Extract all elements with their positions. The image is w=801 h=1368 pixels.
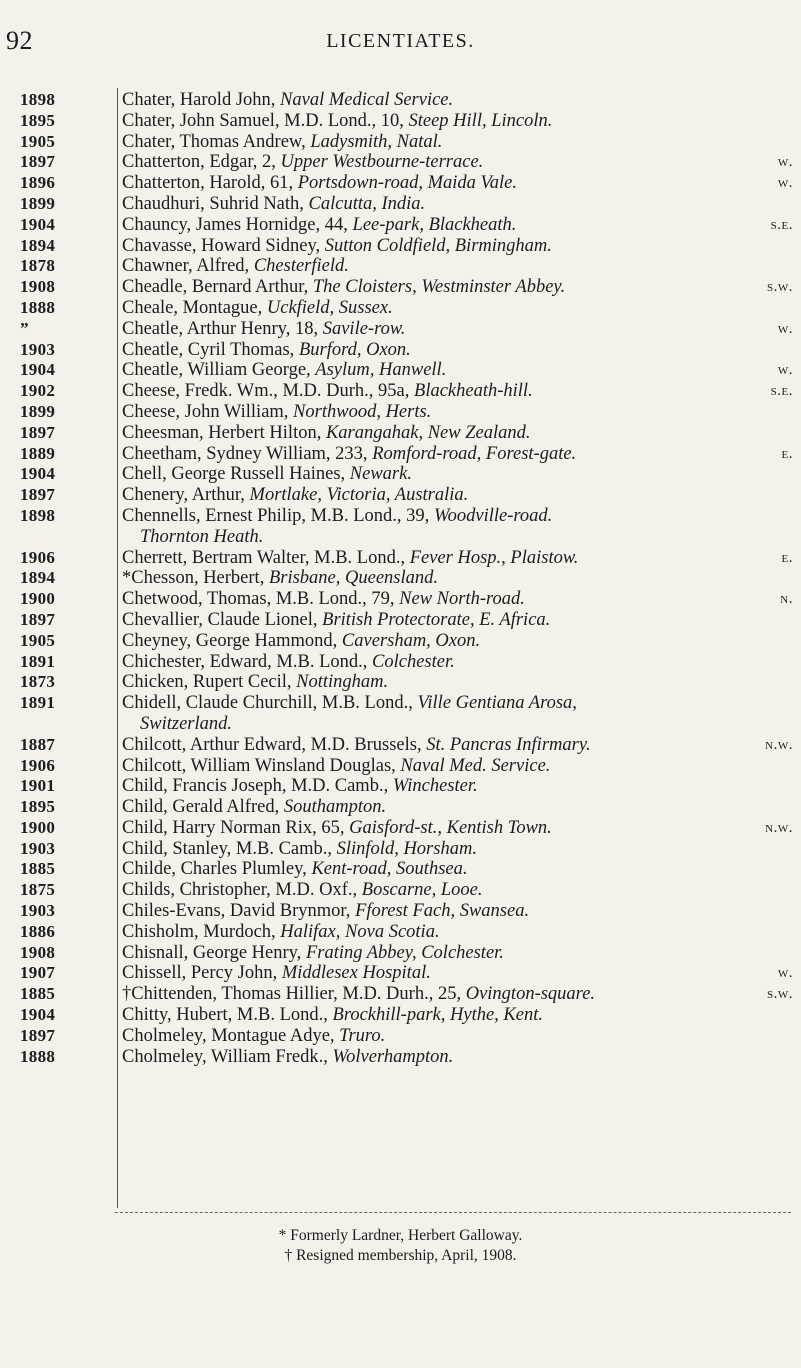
entry-text — [118, 464, 801, 485]
entry-name: Chisnall, George Henry, — [122, 942, 306, 963]
list-item — [0, 381, 801, 402]
entry-text — [118, 1005, 801, 1026]
entry-year: 1885 — [20, 984, 56, 1004]
entry-year: ” — [20, 318, 29, 338]
entry-text — [118, 111, 801, 132]
entry-name: Chater, Harold John, — [122, 90, 281, 110]
entry-text — [118, 215, 801, 236]
entry-year: 1895 — [20, 797, 56, 817]
list-item — [0, 610, 801, 631]
list-item — [0, 589, 801, 610]
entry-place: Kent-road, Southsea. — [311, 859, 468, 880]
list-item — [0, 568, 801, 589]
list-item — [0, 776, 801, 797]
entry-place: Truro. — [339, 1025, 386, 1046]
entry-name: Cherrett, Bertram Walter, M.B. Lond., — [122, 547, 410, 568]
list-item — [0, 152, 801, 173]
list-item — [0, 111, 801, 132]
list-item — [0, 277, 801, 298]
list-item — [0, 901, 801, 922]
entry-text — [118, 818, 801, 839]
entry-place: Woodville-road. — [433, 505, 553, 526]
entry-year: 1903 — [20, 838, 56, 858]
entry-year: 1873 — [20, 672, 56, 692]
entry-district: n.w. — [765, 819, 793, 836]
entry-year: 1875 — [20, 880, 56, 900]
entry-place: Calcutta, India. — [308, 193, 426, 214]
entry-text — [118, 859, 801, 880]
entry-place: Sutton Coldfield, Birmingham. — [324, 235, 552, 256]
entry-year: 1885 — [20, 859, 56, 879]
entry-place: Boscarne, Looe. — [361, 880, 483, 901]
entry-place: Romford-road, Forest-gate. — [372, 443, 577, 464]
entry-year: 1899 — [20, 193, 56, 213]
entry-text — [118, 943, 801, 964]
entry-text — [118, 256, 801, 277]
footnote-1: * Formerly Lardner, Herbert Galloway. — [278, 1227, 523, 1244]
entry-text — [118, 402, 801, 423]
entry-name: Cheetham, Sydney William, 233, — [122, 443, 373, 464]
entry-year: 1891 — [20, 693, 56, 713]
entry-district: s.w. — [767, 986, 793, 1003]
entry-text — [118, 132, 801, 153]
entry-name: Chilcott, Arthur Edward, M.D. Brussels, — [122, 734, 427, 755]
list-item — [0, 236, 801, 257]
entry-place: Brisbane, Queensland. — [268, 568, 439, 589]
entry-place: St. Pancras Infirmary. — [426, 734, 591, 755]
entry-text — [118, 173, 801, 194]
list-item — [0, 652, 801, 673]
list-item — [0, 340, 801, 361]
list-item — [0, 984, 801, 1005]
list-item — [0, 548, 801, 569]
entry-place: Naval Med. Service. — [400, 755, 551, 776]
entry-year: 1904 — [20, 360, 56, 380]
entry-text — [118, 236, 801, 257]
entry-text — [118, 423, 801, 444]
list-item — [0, 1026, 801, 1047]
entry-place: Southampton. — [283, 797, 387, 818]
entry-year: 1887 — [20, 734, 56, 754]
entry-name: Chavasse, Howard Sidney, — [122, 235, 325, 256]
entry-year: 1904 — [20, 214, 56, 234]
entry-text — [118, 194, 801, 215]
entry-year: 1894 — [20, 235, 56, 255]
entry-name: Child, Francis Joseph, M.D. Camb., — [122, 776, 393, 797]
entry-name: Childs, Christopher, M.D. Oxf., — [122, 880, 362, 901]
entry-name: Chater, John Samuel, M.D. Lond., 10, — [122, 110, 409, 131]
entry-year: 1904 — [20, 464, 56, 484]
entry-name: Chitty, Hubert, M.B. Lond., — [122, 1005, 333, 1026]
entry-place: Brockhill-park, Hythe, Kent. — [332, 1005, 543, 1026]
entry-place: Frating Abbey, Colchester. — [305, 942, 504, 963]
entry-place: Fever Hosp., Plaistow. — [409, 547, 579, 568]
list-item — [0, 735, 801, 756]
entry-name: Chilcott, William Winsland Douglas, — [122, 755, 401, 776]
entry-place: Northwood, Herts. — [293, 401, 432, 422]
running-head: LICENTIATES. — [326, 30, 475, 52]
entry-text — [118, 277, 801, 298]
entry-place-continued: Switzerland. — [140, 713, 232, 734]
entry-name: Chenery, Arthur, — [122, 485, 250, 506]
entry-text — [118, 568, 801, 589]
entry-year: 1906 — [20, 547, 56, 567]
entry-name: Cheadle, Bernard Arthur, — [122, 277, 313, 298]
entry-text — [118, 776, 801, 797]
entry-text — [118, 506, 801, 548]
entry-place: Gaisford-st., Kentish Town. — [349, 817, 552, 838]
entry-district: e. — [781, 445, 793, 462]
entry-year: 1900 — [20, 589, 56, 609]
entry-district: e. — [781, 549, 793, 566]
entry-name: Chell, George Russell Haines, — [122, 464, 350, 485]
entry-place: Nottingham. — [296, 672, 389, 693]
entry-year: 1898 — [20, 90, 56, 109]
entry-district: n. — [780, 591, 793, 608]
list-item — [0, 1047, 801, 1068]
entry-name: Cheyney, George Hammond, — [122, 630, 342, 651]
entry-district: n.w. — [765, 736, 793, 753]
entry-place: New North-road. — [399, 589, 525, 610]
list-item — [0, 319, 801, 340]
list-item — [0, 943, 801, 964]
entry-text — [118, 381, 801, 402]
list-item — [0, 173, 801, 194]
entry-name: Cheesman, Herbert Hilton, — [122, 422, 326, 443]
entry-text — [118, 610, 801, 631]
entry-text — [118, 922, 801, 943]
entry-name: Child, Gerald Alfred, — [122, 797, 284, 818]
entry-name: Child, Harry Norman Rix, 65, — [122, 817, 350, 838]
entry-text — [118, 589, 801, 610]
entry-name: Chicken, Rupert Cecil, — [122, 672, 297, 693]
entry-year: 1878 — [20, 256, 56, 276]
entry-name: Cheatle, Arthur Henry, 18, — [122, 318, 323, 339]
entry-year: 1905 — [20, 630, 56, 650]
list-item — [0, 672, 801, 693]
entry-district: w. — [777, 320, 793, 337]
entry-text — [118, 901, 801, 922]
entry-district: w. — [777, 965, 793, 982]
entry-text — [118, 797, 801, 818]
entry-place: Burford, Oxon. — [298, 339, 411, 360]
entry-name: *Chesson, Herbert, — [122, 568, 269, 589]
list-item — [0, 256, 801, 277]
entry-place: Karangahak, New Zealand. — [325, 422, 531, 443]
entry-place: Ville Gentiana Arosa, — [417, 693, 577, 714]
entry-place: Fforest Fach, Swansea. — [355, 901, 530, 922]
list-item — [0, 360, 801, 381]
list-item — [0, 922, 801, 943]
entry-text — [118, 360, 801, 381]
entry-year: 1901 — [20, 776, 56, 796]
entry-name: Chidell, Claude Churchill, M.B. Lond., — [122, 693, 418, 714]
entry-text — [118, 652, 801, 673]
entry-year: 1907 — [20, 963, 56, 983]
list-item — [0, 1005, 801, 1026]
entry-place: Colchester. — [372, 651, 455, 672]
list-item — [0, 631, 801, 652]
entry-year: 1908 — [20, 942, 56, 962]
entry-year: 1897 — [20, 485, 56, 505]
entry-name: Chichester, Edward, M.B. Lond., — [122, 651, 372, 672]
entry-name: Chauncy, James Hornidge, 44, — [122, 214, 353, 235]
list-item — [0, 506, 801, 548]
entry-text — [118, 963, 801, 984]
entry-text — [118, 298, 801, 319]
entry-place: Middlesex Hospital. — [281, 963, 431, 984]
entry-year: 1891 — [20, 651, 56, 671]
entry-place: Newark. — [349, 464, 412, 485]
entry-name: Child, Stanley, M.B. Camb., — [122, 838, 337, 859]
entry-name: Chatterton, Harold, 61, — [122, 173, 298, 194]
entry-text — [118, 672, 801, 693]
entry-name: Chaudhuri, Suhrid Nath, — [122, 193, 309, 214]
entry-name: Chevallier, Claude Lionel, — [122, 609, 323, 630]
entry-district: s.w. — [767, 279, 793, 296]
entry-year: 1904 — [20, 1005, 56, 1025]
entry-name: Chennells, Ernest Philip, M.B. Lond., 39, — [122, 505, 434, 526]
entry-year: 1897 — [20, 152, 56, 172]
entry-text — [118, 984, 801, 1005]
entry-year: 1888 — [20, 1046, 56, 1066]
footnotes — [0, 1226, 801, 1266]
entry-year: 1908 — [20, 277, 56, 297]
entry-place: Winchester. — [392, 776, 478, 797]
entry-year: 1888 — [20, 297, 56, 317]
entry-name: Cheese, Fredk. Wm., M.D. Durh., 95a, — [122, 381, 415, 402]
entry-place: Mortlake, Victoria, Australia. — [249, 485, 469, 506]
entry-place: British Protectorate, E. Africa. — [322, 609, 551, 630]
entry-place: Steep Hill, Lincoln. — [408, 110, 553, 131]
list-item — [0, 859, 801, 880]
entry-place: Chesterfield. — [253, 256, 349, 277]
entry-place: Wolverhampton. — [332, 1046, 454, 1067]
entry-text — [118, 319, 801, 340]
entry-year: 1897 — [20, 609, 56, 629]
entry-year: 1897 — [20, 1025, 56, 1045]
entry-name: Chissell, Percy John, — [122, 963, 282, 984]
entry-name: Chetwood, Thomas, M.B. Lond., 79, — [122, 589, 400, 610]
entry-year: 1906 — [20, 755, 56, 775]
entry-year: 1894 — [20, 568, 56, 588]
entry-place: Ladysmith, Natal. — [310, 131, 443, 152]
entry-district: s.e. — [770, 383, 793, 400]
list-item — [0, 693, 801, 735]
entry-text — [118, 693, 801, 735]
entry-text — [118, 152, 801, 173]
entry-place: Asylum, Hanwell. — [315, 360, 447, 381]
entry-name: Cheatle, William George, — [122, 360, 316, 381]
entry-place: Naval Medical Service. — [280, 90, 454, 110]
entry-place: Portsdown-road, Maida Vale. — [297, 173, 517, 194]
entry-text — [118, 340, 801, 361]
entry-year: 1905 — [20, 131, 56, 151]
entry-year: 1903 — [20, 901, 56, 921]
list-item — [0, 839, 801, 860]
entry-place: Lee-park, Blackheath. — [352, 214, 517, 235]
list-item — [0, 402, 801, 423]
footnote-2: † Resigned membership, April, 1908. — [284, 1247, 517, 1264]
entry-text — [118, 735, 801, 756]
entry-text — [118, 839, 801, 860]
entry-text — [118, 756, 801, 777]
list-item — [0, 194, 801, 215]
entry-place: The Cloisters, Westminster Abbey. — [312, 277, 566, 298]
entry-place: Upper Westbourne-terrace. — [280, 152, 484, 173]
entry-place: Caversham, Oxon. — [341, 630, 481, 651]
entry-place: Savile-row. — [322, 318, 406, 339]
page-number: 92 — [6, 26, 33, 55]
entry-place: Slinfold, Horsham. — [336, 838, 477, 859]
list-item — [0, 464, 801, 485]
entry-district: w. — [777, 362, 793, 379]
entry-district: w. — [777, 175, 793, 192]
entry-text — [118, 444, 801, 465]
entry-year: 1896 — [20, 173, 56, 193]
entry-text — [118, 1047, 801, 1068]
entry-place: Uckfield, Sussex. — [266, 297, 393, 318]
entry-year: 1886 — [20, 921, 56, 941]
entry-text — [118, 1026, 801, 1047]
entry-text — [118, 90, 801, 111]
entry-name: Childe, Charles Plumley, — [122, 859, 312, 880]
entry-place: Halifax, Nova Scotia. — [280, 921, 440, 942]
list-item — [0, 756, 801, 777]
entry-text — [118, 548, 801, 569]
entry-text — [118, 880, 801, 901]
entries-list — [0, 90, 801, 1067]
entry-year: 1902 — [20, 381, 56, 401]
list-item — [0, 90, 801, 111]
entry-year: 1900 — [20, 817, 56, 837]
entry-name: Cheese, John William, — [122, 401, 294, 422]
list-item — [0, 818, 801, 839]
entry-name: Cholmeley, Montague Adye, — [122, 1025, 340, 1046]
entry-year: 1899 — [20, 401, 56, 421]
entry-district: w. — [777, 154, 793, 171]
list-item — [0, 485, 801, 506]
entry-year: 1889 — [20, 443, 56, 463]
entry-place-continued: Thornton Heath. — [140, 526, 264, 547]
list-item — [0, 797, 801, 818]
entry-year: 1898 — [20, 505, 56, 525]
entry-text — [118, 631, 801, 652]
list-item — [0, 444, 801, 465]
entry-place: Ovington-square. — [465, 984, 596, 1005]
entry-name: Chisholm, Murdoch, — [122, 921, 281, 942]
list-item — [0, 963, 801, 984]
footnote-rule — [115, 1212, 791, 1213]
entry-name: Chiles-Evans, David Brynmor, — [122, 901, 356, 922]
entry-year: 1903 — [20, 339, 56, 359]
entry-year: 1897 — [20, 422, 56, 442]
list-item — [0, 215, 801, 236]
entry-place: Blackheath-hill. — [414, 381, 533, 402]
entry-name: Cheale, Montague, — [122, 297, 267, 318]
list-item — [0, 423, 801, 444]
entry-name: Chatterton, Edgar, 2, — [122, 152, 281, 173]
entry-name: Chawner, Alfred, — [122, 256, 254, 277]
list-item — [0, 880, 801, 901]
entry-district: s.e. — [770, 216, 793, 233]
entry-name: Chater, Thomas Andrew, — [122, 131, 311, 152]
list-item — [0, 298, 801, 319]
entry-name: †Chittenden, Thomas Hillier, M.D. Durh., 25, — [122, 984, 466, 1005]
entry-name: Cholmeley, William Fredk., — [122, 1046, 333, 1067]
entry-name: Cheatle, Cyril Thomas, — [122, 339, 299, 360]
entry-text — [118, 485, 801, 506]
entry-year: 1895 — [20, 110, 56, 130]
list-item — [0, 132, 801, 153]
